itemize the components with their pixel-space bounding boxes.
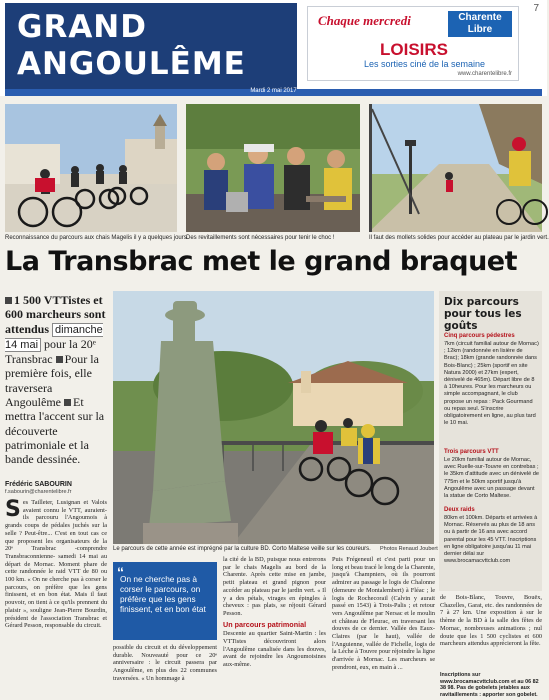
lead-part4: Et mettra l'accent sur la découverte patrimoniale et la bande dessinée.	[5, 395, 105, 467]
registration-footnote: Inscriptions sur www.brocamacvttclub.com et au 06 82 38 98. Pas de gobelets jetables aux ravitaillements : apporter son gobelet.	[440, 672, 539, 698]
masthead	[0, 0, 547, 96]
sidebar-text-walks: 7km (circuit familial autour de Mornac) ; 12km (randonnée en lisière de Brac); 18km (grande randonnée dans Bois-Blanc) ; 25km (sportif en site Natura 2000) et 27km (expert, dénivelé de 465m). Départ libre de 8 à 10heures. Pour les marcheurs ou simple accompagnant, le club propose un repas : Pack Gourmand ou repas seul. S'inscrire obligatoirement en ligne, au plus tard le 10 mai.	[444, 341, 539, 427]
photo-refreshment	[186, 104, 360, 232]
square-bullet-icon	[56, 356, 63, 363]
event-date-box: dimanche 14 mai	[5, 323, 103, 351]
photo-cyclists-chais-image	[5, 104, 177, 232]
drop-cap: S	[5, 497, 21, 522]
date-strip	[5, 89, 542, 96]
column-3-text-b: Descente au quartier Saint-Martin : les VTTistes découvriront alors l'Angoulême canalisée dans les douves, avant de rejoindre les Angoumoisines aux-même.	[223, 630, 326, 669]
photo-climbing-image	[369, 104, 542, 232]
main-photo-caption: Le parcours de cette année est imprégné par la culture BD. Corto Maltese veille sur les coureurs.	[113, 546, 371, 552]
issue-date: Mardi 2 mai 2017	[250, 88, 297, 94]
charente-libre-logo: Charente Libre	[448, 11, 512, 37]
sidebar-title: Dix parcours pour tous les goûts	[444, 296, 522, 332]
page-number: 7	[533, 3, 539, 14]
photo-refreshment-image	[186, 104, 360, 232]
loisirs-advertisement[interactable]	[307, 6, 519, 81]
pull-quote-text: On ne cherche pas à corser le parcours, on préfère que les gens finissent, et en bon état	[120, 574, 206, 614]
info-sidebar	[439, 291, 542, 591]
column-1-text: es Tailleter, Lusignan et Valois avaient connu le VTT, auraient-ils parcouru l'Angoumois à grands coups de pédales juchés sur la selle ? Peut-être... C'est en tout cas ce que proposent les organisateurs de la 20ᵉ Transbrac -comprendre Transbraconnienne- samedi 14 mai au départ de Mornac. Moment phare de cette randonnée le raid VTT de 80 ou 100 km. « On ne cherche pas à corser le parcours, on préfère que les gens finissent, et en bon état. Mais il faut pouvoir, on tient à ce qu'ils prennent du plaisir », souligne Jean-Pierre Bourdin, président de l'association Transbrac et Gérard Pesson, responsable du circuit.	[5, 499, 107, 630]
article-column-3	[223, 556, 326, 697]
article-column-4	[332, 556, 435, 697]
column-2-text: possible du circuit et du développement durable. Nouveauté pour ce 20ᵉ anniversaire : le circuit passera par Angoulême, en plus des 22 communes traversées. « Un hommage à	[113, 644, 217, 682]
sidebar-heading-vtt: Trois parcours VTT	[444, 449, 499, 455]
photo-credit: Photos Renaud Joubert	[380, 546, 438, 552]
lead-part1: 1 500 VTTistes et 600 marcheurs sont attendus	[5, 293, 106, 336]
section-title-line1: GRAND	[17, 9, 147, 45]
sidebar-heading-walks: Cinq parcours pédestres	[444, 333, 515, 339]
author-byline: Frédéric SABOURIN	[5, 481, 72, 488]
photo-caption: Des revitaillements sont nécessaires pour tenir le choc !	[186, 235, 335, 241]
ad-url-link[interactable]: www.charentelibre.fr	[457, 71, 512, 77]
photo-caption: Il faut des mollets solides pour accéder au plateau par le jardin vert.	[369, 235, 549, 241]
lead-part3: Pour la première fois, elle traversera Angoulême	[5, 352, 99, 410]
pull-quote-box	[113, 562, 217, 640]
section-title-band	[5, 3, 297, 93]
column-5-text: de Bois-Blanc, Touvre, Bouëx, Chazelles, Garat, etc. des randonnées de 7 à 27 km. Une exposition à sur le thème de la BD à la salle des fêtes de Mornac, nombreuses animations ; nul doute que les 1 500 cyclistes et 600 marcheurs attendus apprécieront la fête.	[440, 594, 542, 648]
ad-tagline: Chaque mercredi	[318, 13, 411, 28]
photo-corto-maltese-statue	[113, 291, 434, 544]
quote-mark-icon: “	[117, 564, 124, 580]
sidebar-text-vtt: Le 20km familial autour de Mornac, avec Ruelle-sur-Touvre en contrebas ; le 35km d'attitude avec un dénivelé de 775m et le 50km sportif jusqu'à Angoulême avec un passage devant la statue de Corto Maltese.	[444, 457, 539, 500]
article-lead	[5, 293, 107, 467]
lead-part2: pour la 20ᵉ Transbrac	[5, 336, 96, 367]
photo-corto-maltese-image	[113, 291, 434, 544]
article-headline: La Transbrac met le grand braquet	[5, 246, 518, 277]
sidebar-heading-raids: Deux raids	[444, 507, 475, 513]
square-bullet-icon	[64, 399, 71, 406]
ad-subline: Les sorties ciné de la semaine	[364, 59, 486, 69]
article-subhead: Un parcours patrimonial	[223, 619, 307, 629]
sidebar-text-raids: 80km et 100km. Départs et arrivées à Mornac. Réservés au plus de 18 ans ou à partir de 16 ans avec accord parental pour les 45 VTT. Inscriptions en ligne obligatoire jusqu'au 11 mai dernier délai sur www.brocamacvttclub.com	[444, 515, 538, 565]
column-4-text: Puis Frégeneuil et c'est parti pour un long et beau tracé le long de la Charente, jusqu'à Champniers, où ils pourront admirer au passage le logis de Chalonne (demeure de Montalembert) à Fléac ; le logis de Rochecorail (Calvin y aurait passé en 1543) à Trois-Palis ; et retour vers Angoulême par Nersac et le moulin et château de Fleurac, en traversant les douves de ce dernier. Vallée des Eaux-Claires (par le haut), vallée de l'Anguienne, vallée de Fichelle, logis de la Léche à Touvre pour réjoindre la ligne d'arrivée à Mornac. Les marcheurs se prendront, eux, en main à ...	[332, 556, 435, 671]
photo-climbing	[369, 104, 542, 232]
article-column-1	[5, 499, 107, 697]
photo-caption: Reconnaissance du parcours aux chais Magelis il y a quelques jours.	[5, 235, 189, 241]
photo-cyclists-chais	[5, 104, 177, 232]
column-3-text-a: la cité de la BD, puisque nous entrerons par le chais Magelis au bord de la Charente. Après cette mise en jambe, petit plateau et grand pignon pour accéder au plateau par le jardin vert. « Il y a des pétals, virages en épingles à cheveux : pas plats, se réjouit Gérard Pesson.	[223, 556, 326, 617]
author-email[interactable]: f.sabourin@charentelibre.fr	[5, 489, 72, 495]
square-bullet-icon	[5, 297, 12, 304]
section-title-line2: ANGOULÊME	[17, 46, 246, 82]
ad-heading: LOISIRS	[380, 40, 449, 59]
